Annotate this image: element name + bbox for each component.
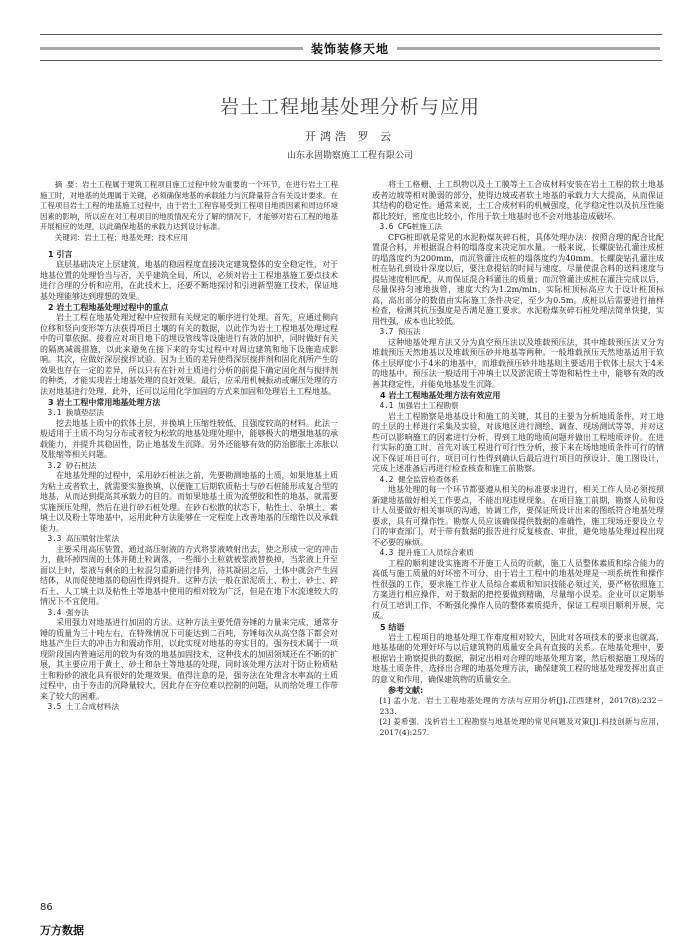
heading-intro: 1 引言 [48,250,73,259]
article-title: 岩土工程地基处理分析与应用 [219,96,480,118]
paragraph: 挖去地基上质中的软体土层，并换填上压缩性较低、且强度较高的材料。此法一般适用于土质不均匀分布或者较为松软的地基处理处理中，能够极大的增强地基的承载能力，并提升其稳固性，防止地基发生沉降。另外还能够有效的防治膨胀土冻胀以及胀缩等相关问题。 [40,418,338,459]
authors: 开鸿浩 罗 云 [305,130,395,143]
subheading: 3.7 预压法 [379,327,421,336]
heading-conclusion: 5 结语 [380,622,405,632]
paragraph: 岩土工程项目的地基处理工作难度相对较大，因此对各项技术的要求也就高，地基基础的处理好坏与以后建筑物的质量安全具有直接的关系。在地基处理中，要根据岩土勘察提供的数据，制定出相对合理的地基处理方案，然后根据施工现场的地基土质条件，选择出合理的地基处理方法，确保建筑工程的地基处理发挥出真正的意义和作用，确保建筑物的质量安全。 [372,632,664,684]
heading-section-2: 2 岩土工程地基处理过程中的重点 [48,303,169,312]
references-title: 参考文献: [388,686,424,695]
footer-brand: 万方数据 [40,924,84,937]
paragraph: CFG桩即就是常见的水泥粉煤灰碎石桩，具体处理办法：按照合理的配合比配置混合料，并根据混合料的塌落度来决定加水量。一般来说，长螺旋钻孔灌注成桩的塌落度约为200mm，而沉管灌注成桩的塌落度约为40mm。长螺旋钻孔灌注成桩在钻孔到设计深度以后，要注意提钻的时间与速度，尽量使混合料的送料速度与提钻速度相匹配，从而保证混合料灌注的质量；而沉管灌注成桩在灌注完成以后，尽量保持匀速地拔管，速度大约为1.2m/min。实际桩顶标高应大于设计桩顶标高，高出部分的数值由实际施工条件决定，至少为0.5m。成桩以后需要进行抽样检查，检测其抗压强度是否满足施工要求。水泥粉煤灰碎石桩处理法简单快捷，实用性强，成本也比较低。 [372,232,664,326]
paragraph: 主要采用高压装置，通过高压射液的方式将浆液喷射出去，使之形成一定的冲击力，截坏掉四周的土体并随土粒调落，一些细小土粒就被浆液替换掉，当浆液上升至面以上时，浆液与剩余的土粒混匀重新进行排列，待其凝固之后，土体中就会产生固结体，从而促使地基的稳固性得到提升。这种方法一般在淤泥质土、粉土、砂土、碎石土、人工填土以及粘性土等地基中使用的相对较为广泛，但是在地下水流速较大的情况下不宜使用。 [40,544,338,606]
abstract: 摘 要：岩土工程属于建筑工程项目施工过程中较为重要的一个环节，在进行岩土工程施工时，对地基的处理属于关键，必须确保地基的承载能力与沉降量符合有关设计要求。在工程项目岩土工程的地基施工过程中，由于岩土工程容易受到工程项目地质因素和周边环境因素的影响，所以应在对工程项目的地质情况充分了解的情况下，才能够对岩石工程的地基开展相应的处理，以此确保地基的承载力达到设计标准。 [40,180,338,231]
heading-section-3: 3 岩土工程中常用地基处理方法 [48,398,161,407]
paragraph: 岩土工程勘察是地基设计和施工的关键，其目的主要为分析地质条件，对工地的土层的土样进行采集及实验，对该地区进行测绘、调查、现场测试等等，并对这些可以影响施工的因素进行分析，得到工地的地质问题并做出工程地质评价。在进行实际的施工时，首先对该工程进行可行性分析，接下来在场地地质条件可行的情况下保证项目可行，项目可行性得到确认后最后进行项目的预设计、施工图设计，完成上述准备后再进行检查核查和施工前勘察。 [372,411,664,473]
subheading: 3.3 高压喷射注浆法 [47,534,120,543]
subheading: 3.4 强夯法 [47,607,89,617]
paragraph: 采用强力对地基进行加固的方法。这种方法主要凭借夯锤的力量来完成，通常夯锤的质量为三十吨左右，在特殊情况下可能达到二百吨，夯锤每次从高空落下都会对地基产生巨大的冲击力和震动作用，以此实现对地基的夯实目的。强夯技术属于一项现阶段国内普遍运用的较为有效的地基加固技术，这种技术的加固领域还在不断的扩展，其主要应用于黄土、砂土和杂土等地基的处理，同时该处理方法对于防止粉质粘土和粉砂的液化具有很好的处理效果。值得注意的是，强夯法在处理含水率高的土质过程中，由于夯击的沉降量较大，因此存在夯位难以控制的问题，从而给处理工作带来了较大的困难。 [40,618,338,701]
reference-item: [1] 孟小龙．岩土工程地基处理的方法与应用分析[J].江西建材，2017(8):232－233. [379,696,664,716]
header-rule-top [40,34,662,35]
paragraph: 在地基处理的过程中，采用砂石桩法之前，先要勘测地基的土质，如果地基土质为粘土或者软土，就需要实施换填，以便施工后期软质粘土与砂石桩能形成复合型的地基，从而达到提高其承载力的目的。而如果地基土质为流塑胶和性的地基，就需要实施预压处理，然后在进行砂石桩处理。在砂石松散的状态下，粘性土、杂填土、素填土以及粉土等地基中，运用此种方法能够在一定程度上改善地基的压缩性以及承载能力。 [40,471,338,533]
subheading: 4.1 加强岩土工程勘察 [379,401,459,410]
right-column [372,180,664,738]
affiliation: 山东永固勘察施工工程有限公司 [286,151,413,161]
subheading: 3.6 CFG桩施工法 [379,222,442,231]
paragraph: 地基处理的每一个环节都要遵从相关的标准要求进行，相关工作人员必须按照新建地基做好相关工作要点，不能出现违规现象。在项目施工前期，勘察人员和设计人员要做好相关事项的沟通，协调工作，要保证所设计出来的图纸符合地基处理要求，具有可操作性。勘察人员应该确保提供数据的准确性，施工现场还要设立专门的审查部门，对于带有数据的报告进行反复核查、审批，避免地基处理过程出现不必要的麻烦。 [372,485,664,547]
paragraph: 岩土工程在地基处理过程中应按照有关规定的顺序进行处理。首先，应通过侧向位移和竖向变形等方法获得项目土壤的有关的数据，以此作为岩土工程地基处理过程中的可靠依据。接着应对项目地下的埋设管线等设施进行有效的加护，同时做好有关的隔离减震措施，以此来避免在接下来的夯实过程中对周边建筑和地下设施造成影响。其次，应做好深层搅拌试验。因为土质的差异使得深层搅拌剂和固化剂所产生的效果也存在一定的差异，所以只有在针对土质进行分析的前提下确定固化剂与搅拌剂的种类，才能实现岩土地基处理的良好效果。最后，应采用机械振动或碾压处理的方法对地基进行处理，此外，还可以运用化学加固的方式来加固和处理岩土工程地基。 [40,313,338,396]
section-name: 装饰装修天地 [311,41,390,56]
keywords: 关键词：岩土工程；地基处理；技术应用 [54,232,188,242]
page-number: 86 [40,902,53,913]
heading-section-4: 4 岩土工程地基处理方法有效应用 [380,391,501,400]
left-column [40,180,338,713]
section-header [0,40,700,56]
reference-item: [2] 姜希强．浅析岩土工程勘察与地基处理的常见问题及对策[J].科技创新与应用，2017(4):257. [379,717,664,737]
subheading: 3.5 土工合成材料法 [47,702,120,711]
paragraph: 底层基础决定上层建筑，地基的稳固程度直接决定建筑整体的安全稳定性，对于地基位置的处理恰当与否，关乎建筑全局，所以，必须对岩土工程地基施工要点技术进行合理的分析和应用，在此技术上，还要不断地探讨和引进新型施工技术，保证地基处理能够达到理想的效果。 [40,260,338,301]
subheading: 4.3 提升施工人员综合素质 [379,548,474,557]
paragraph: 这种地基处理方法又分为真空预压法以及堆载预压法，其中堆载预压法又分为堆载预压天然地基以及堆载预压砂井地基等两种。一般堆载预压天然地基适用于软体土层厚度小于4米的地基中，而堆载预压砂井地基则主要适用于软体土层大于4米的地基中。预压法一般适用于冲填土以及淤泥质土等饱和粘性土中，能够有效的改善其稳定性，并能免地基发生沉降。 [372,337,664,389]
subheading: 4.2 健全监管检查体系 [379,474,459,484]
header-rule-bottom [40,60,662,61]
subheading: 3.2 砂石桩法 [47,460,97,470]
subheading: 3.1 换填垫层法 [47,408,104,417]
paragraph: 将土工格栅、土工织物以及土工膜等土工合成材料安装在岩土工程的软土地基或者边坡等相对脆弱的部分，使得边坡或者软土地基的承载力大大提高，从而保证其结构的稳定性。通常来说，土工合成材料的机械强度，化学稳定性以及抗压性能都比较好，密度也比较小，作用于软土地基时也不会对地基造成破坏。 [372,180,664,221]
paragraph: 工程的顺利建设实施离不开施工人员的贡献，施工人员整体素质和综合能力的高低与施工质量的好坏密不可分，由于岩土工程中的地基处理是一项系统性和操作性很强的工作，要求施工作业人员综合素质和知识技能必须过关，要严格依照施工方案进行相应操作，对于数据的把控要做到精确，尽量缩小误差。企业可以定期举行员工培训工作，不断强化操作人员的整体素质提升，保证工程项目顺利开展，完成。 [372,558,664,620]
